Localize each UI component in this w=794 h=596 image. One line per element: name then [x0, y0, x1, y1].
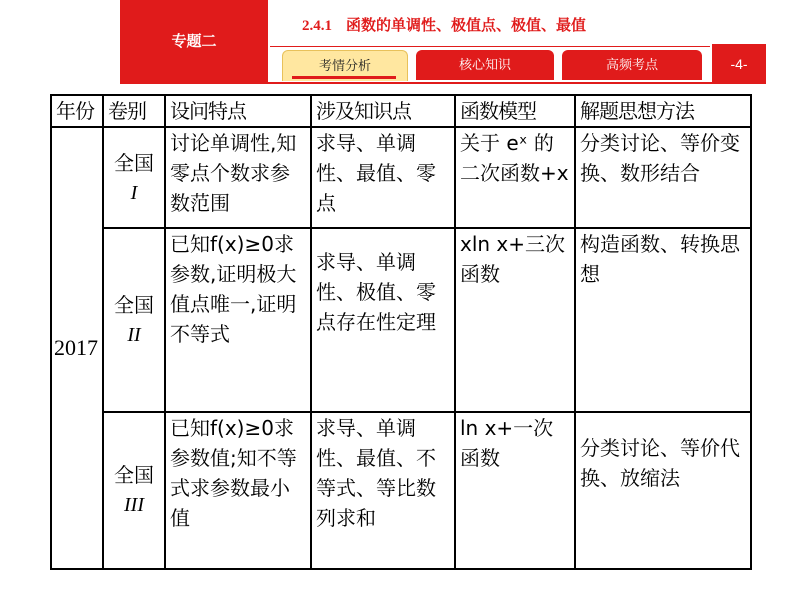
header-divider [270, 46, 710, 47]
tab-core-knowledge[interactable] [416, 50, 554, 80]
table-row [51, 412, 751, 569]
method-cell: 分类讨论、等价代换、放缩法 [575, 412, 751, 569]
col-header-model: 函数模型 [455, 95, 575, 127]
model-cell: xln x+三次函数 [455, 228, 575, 412]
question-cell: 讨论单调性,知零点个数求参数范围 [165, 127, 311, 228]
table-row [51, 228, 751, 412]
col-header-question: 设问特点 [165, 95, 311, 127]
tab-frequent-topics-label: 高频考点 [605, 58, 658, 73]
section-title [302, 14, 586, 35]
page-number: -4- [730, 56, 748, 72]
paper-prefix: 全国 [114, 292, 154, 317]
question-cell: 已知f(x)≥0求参数值;知不等式求参数最小值 [165, 412, 311, 569]
tab-frequent-topics[interactable] [562, 50, 702, 80]
method-cell: 分类讨论、等价变换、数形结合 [575, 127, 751, 228]
tab-active-underline [292, 76, 396, 79]
paper-cell [103, 412, 165, 569]
topic-banner [120, 0, 268, 84]
table-row [51, 127, 751, 228]
paper-roman: II [127, 323, 141, 346]
section-number: 2.4.1 [302, 18, 332, 34]
col-header-paper: 卷别 [103, 95, 165, 127]
paper-cell [103, 228, 165, 412]
paper-roman: I [130, 181, 138, 204]
question-cell: 已知f(x)≥0求参数,证明极大值点唯一,证明不等式 [165, 228, 311, 412]
tab-exam-analysis-label: 考情分析 [318, 59, 371, 74]
paper-roman: III [124, 494, 144, 517]
paper-cell [103, 127, 165, 228]
paper-prefix: 全国 [114, 150, 154, 175]
method-cell: 构造函数、转换思想 [575, 228, 751, 412]
tab-core-knowledge-label: 核心知识 [458, 58, 511, 73]
year-cell: 2017 [51, 127, 103, 569]
col-header-knowledge: 涉及知识点 [311, 95, 455, 127]
knowledge-cell: 求导、单调性、最值、零点 [311, 127, 455, 228]
page-number-box [712, 44, 766, 82]
knowledge-cell: 求导、单调性、最值、不等式、等比数列求和 [311, 412, 455, 569]
model-cell: ln x+一次函数 [455, 412, 575, 569]
section-title-text: 函数的单调性、极值点、极值、最值 [346, 16, 587, 34]
topic-label: 专题二 [171, 32, 217, 50]
paper-prefix: 全国 [114, 463, 154, 488]
col-header-year: 年份 [51, 95, 103, 127]
col-header-method: 解题思想方法 [575, 95, 751, 127]
table-header-row [51, 95, 751, 127]
model-cell: 关于 eˣ 的二次函数+x [455, 127, 575, 228]
exam-analysis-table [50, 94, 752, 570]
knowledge-cell: 求导、单调性、极值、零点存在性定理 [311, 228, 455, 412]
header-bottom-rule [120, 82, 766, 84]
